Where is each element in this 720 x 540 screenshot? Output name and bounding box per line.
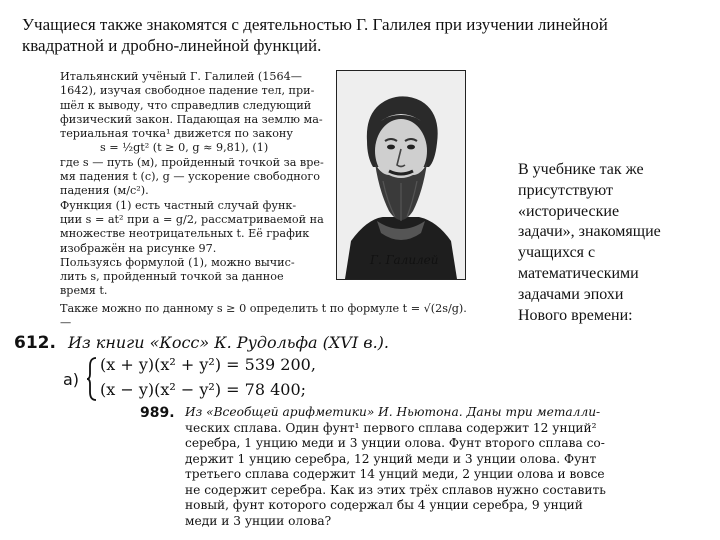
excerpt-line: лить s, пройденный точкой за данное: [60, 270, 284, 284]
excerpt-line: мя падения t (с), g — ускорение свободного: [60, 170, 320, 184]
excerpt-line: Функция (1) есть частный случай функ-: [60, 198, 297, 212]
excerpt-line: териальная точка¹ движется по закону: [60, 127, 293, 141]
galileo-portrait: [336, 70, 466, 280]
problem-989-line: ческих сплава. Один фунт¹ первого сплава содержит 12 унций²: [185, 420, 597, 435]
problem-989-line: не содержит серебра. Как из этих трёх сплавов нужно составить: [185, 482, 606, 497]
excerpt-formula-line: Также можно по данному s ≥ 0 определить t по формуле t = √(2s/g).: [60, 301, 467, 315]
excerpt-line: где s — путь (м), пройденный точкой за вре-: [60, 155, 324, 169]
side-note-line: присутствуют: [518, 181, 614, 199]
system-brace-icon: [86, 356, 98, 402]
excerpt-line: физический закон. Падающая на землю ма-: [60, 112, 323, 126]
excerpt-line: падения (м/с²).: [60, 184, 149, 198]
problem-989-line: Из «Всеобщей арифметики» И. Ньютона. Даны три металли-: [185, 405, 601, 419]
side-note-line: задачи», знакомящие: [518, 223, 661, 241]
problem-989-line: меди и 3 унции олова?: [185, 513, 332, 528]
intro-line-2: квадратной и дробно-линейной функций.: [22, 36, 322, 55]
excerpt-formula-tail: —: [60, 316, 72, 330]
portrait-drawing: [337, 71, 465, 279]
side-note-line: математическими: [518, 264, 639, 282]
excerpt-line: шёл к выводу, что справедлив следующий: [60, 98, 312, 112]
problem-612-equation-1: (x + y)(x² + y²) = 539 200,: [100, 355, 316, 374]
problem-612-equation-2: (x − y)(x² − y²) = 78 400;: [100, 380, 307, 399]
problem-989-line: держит 1 унцию серебра, 12 унций меди и 3 унции олова. Фунт: [185, 451, 597, 466]
problem-612-part-label: а): [63, 370, 80, 389]
excerpt-line: изображён на рисунке 97.: [60, 241, 217, 255]
excerpt-line: Итальянский учёный Г. Галилей (1564—: [60, 70, 302, 83]
excerpt-line: Пользуясь формулой (1), можно вычис-: [60, 255, 295, 269]
excerpt-line: 1642), изучая свободное падение тел, при-: [60, 84, 315, 98]
side-note-line: задачами эпохи: [518, 285, 624, 303]
problem-989-line: серебра, 1 унцию меди и 3 унции олова. Фунт второго сплава со-: [185, 436, 605, 450]
problem-989-line: новый, фунт которого содержал бы 4 унции серебра, 9 унций: [185, 498, 583, 512]
excerpt-line: множестве неотрицательных t. Её график: [60, 227, 310, 241]
excerpt-line: ции s = at² при a = g/2, рассматриваемой на: [60, 212, 324, 226]
side-note-line: «исторические: [518, 202, 620, 220]
side-note-line: учащихся с: [518, 244, 596, 262]
problem-612-number: 612.: [14, 333, 56, 353]
portrait-caption: Г. Галилей: [370, 253, 439, 267]
problem-989-text: [185, 405, 665, 529]
side-note: [518, 160, 693, 326]
excerpt-line: время t.: [60, 284, 108, 298]
problem-612-source: Из книги «Косс» К. Рудольфа (XVI в.).: [68, 333, 389, 352]
intro-text: [22, 14, 702, 56]
excerpt-formula-1: s = ½gt² (t ≥ 0, g ≈ 9,81), (1): [100, 141, 269, 155]
problem-989-line: третьего сплава содержит 14 унций меди, 2 унции олова и вовсе: [185, 467, 605, 481]
side-note-line: В учебнике так же: [518, 161, 644, 178]
problem-989-number: 989.: [140, 405, 175, 421]
intro-line-1: Учащиеся также знакомятся с деятельностью Г. Галилея при изучении линейной: [22, 15, 608, 34]
side-note-line: Нового времени:: [518, 306, 633, 324]
